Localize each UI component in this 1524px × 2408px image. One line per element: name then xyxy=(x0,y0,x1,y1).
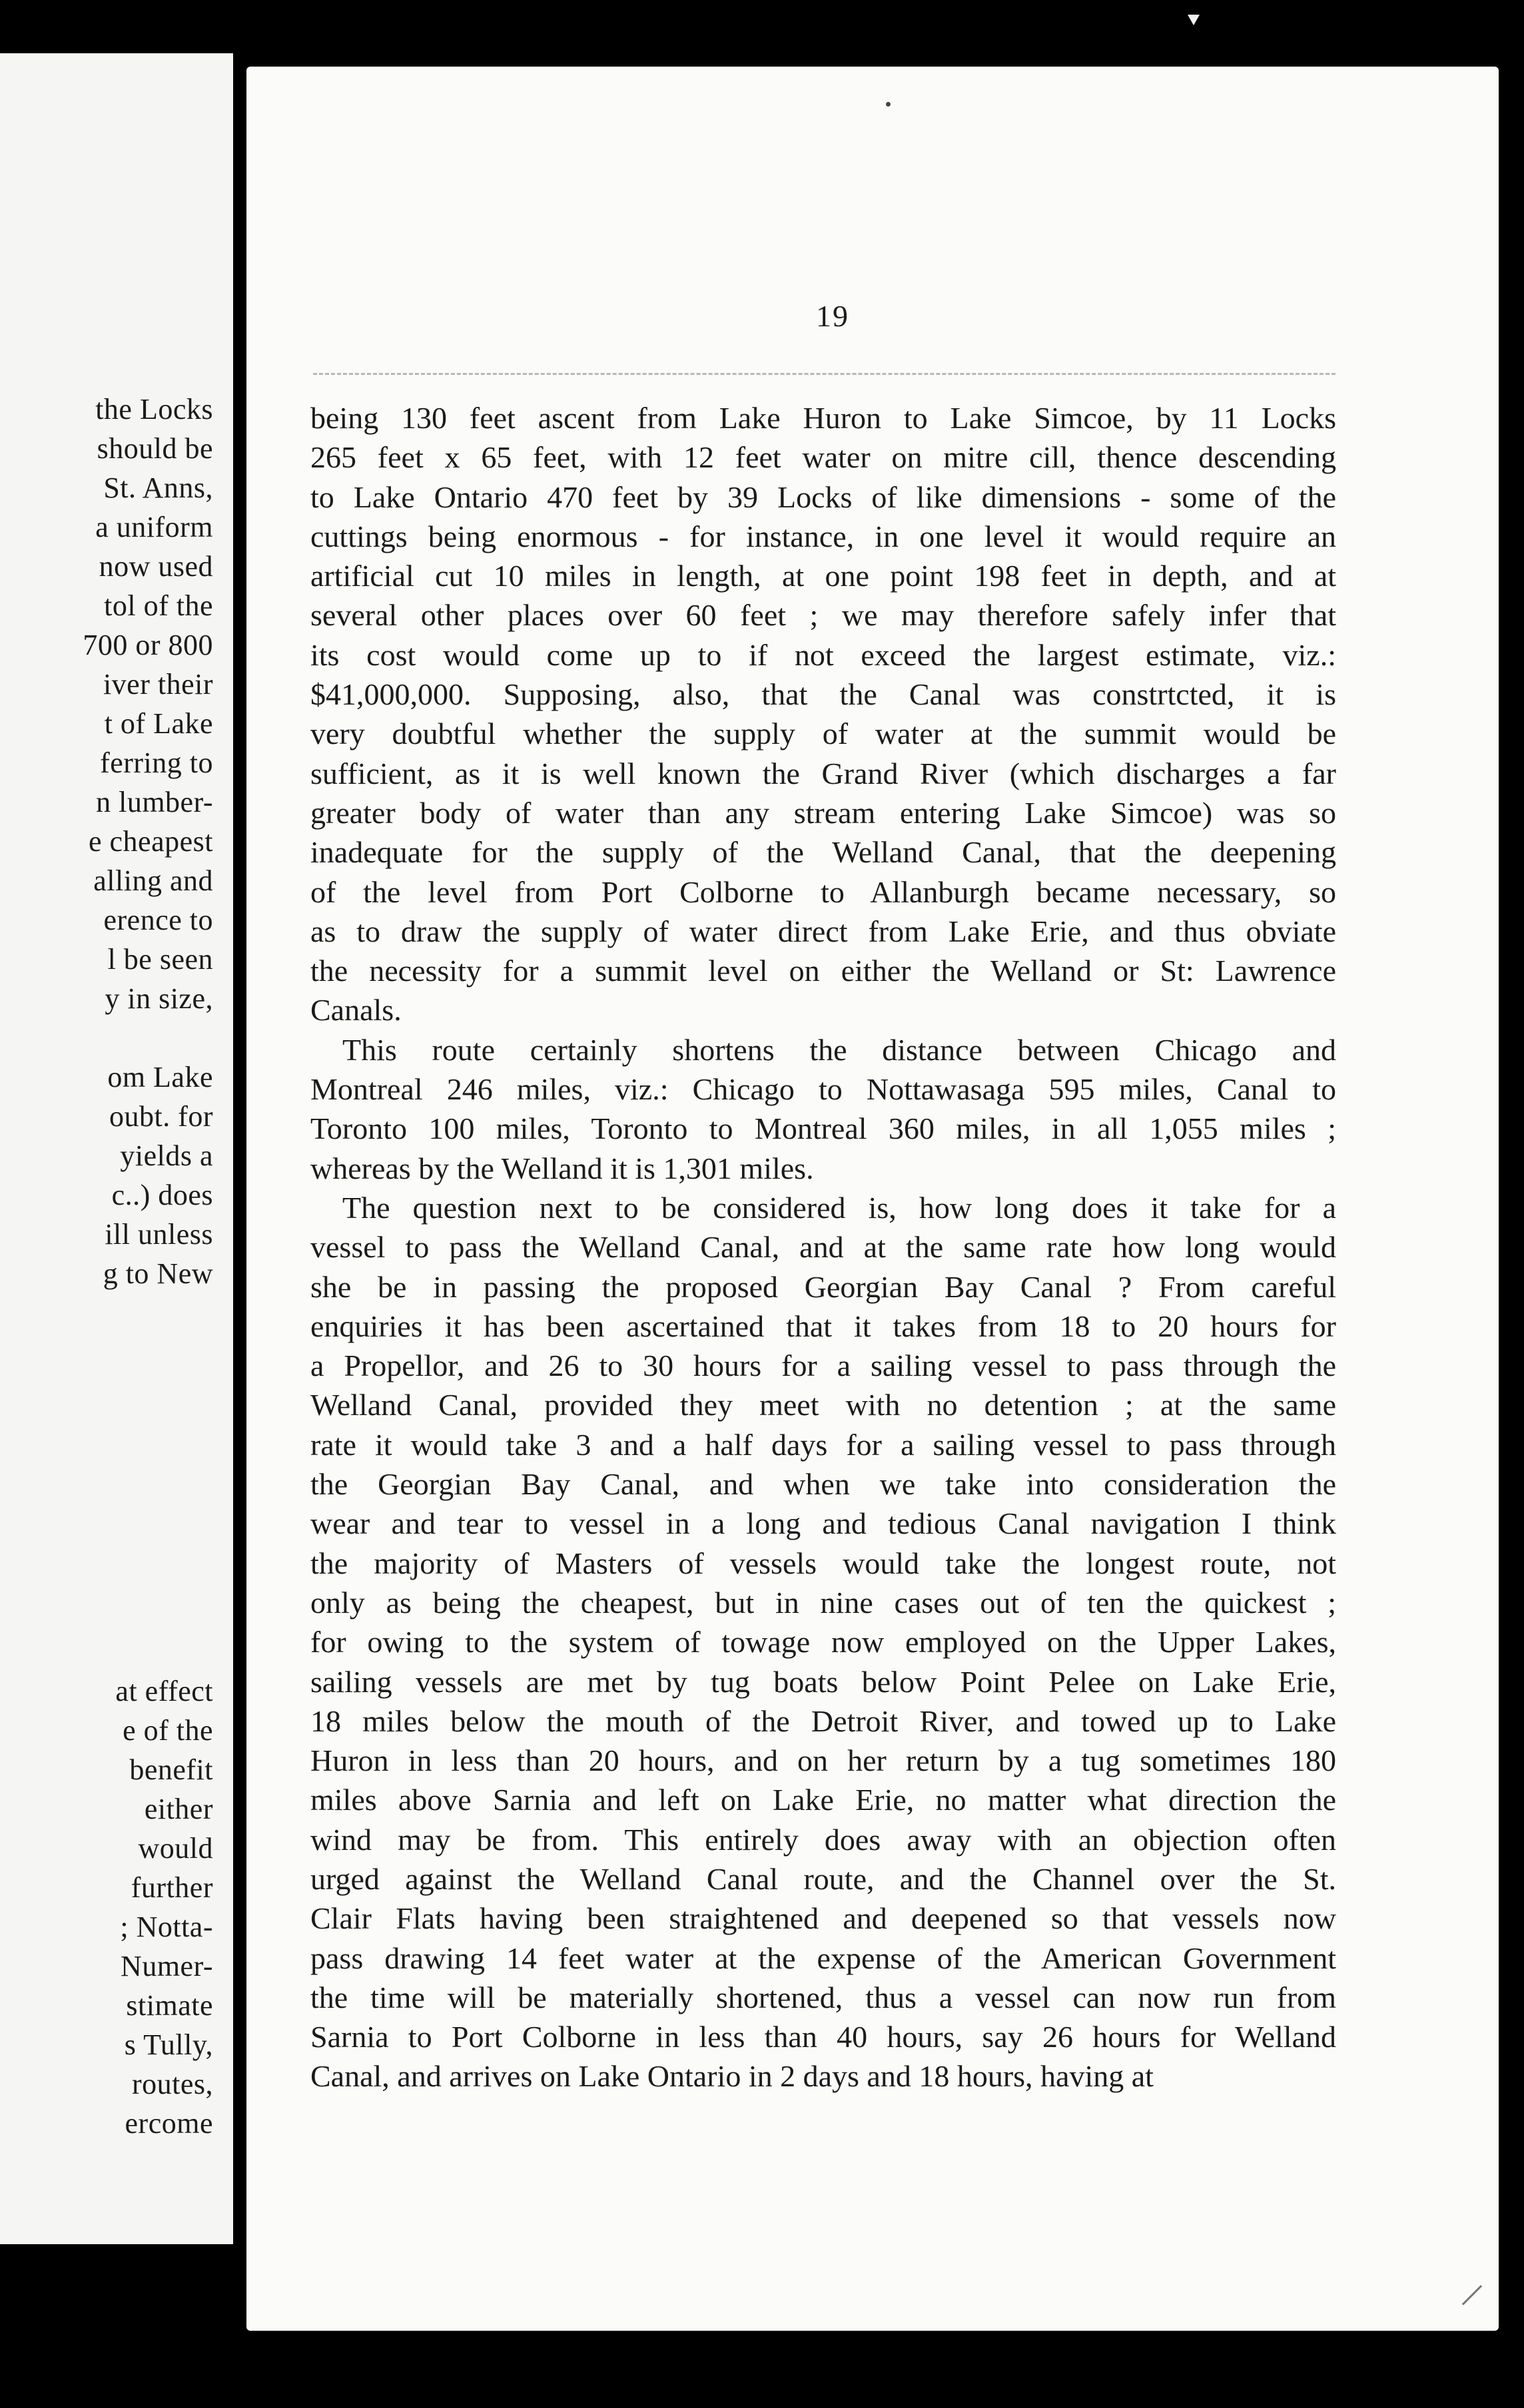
text-line: 18 miles below the mouth of the Detroit River, and towed up to Lake xyxy=(310,1703,1336,1738)
left-page-line: e of the xyxy=(123,1714,213,1747)
text-line: wear and tear to vessel in a long and tedious Canal navigation I think xyxy=(310,1506,1336,1541)
left-page-text-bottom xyxy=(0,1671,213,2143)
left-page-line: would xyxy=(138,1832,213,1865)
text-line: greater body of water than any stream entering Lake Simcoe) was so xyxy=(310,795,1336,830)
left-page-line: alling and xyxy=(93,864,213,897)
left-page-line: t of Lake xyxy=(104,707,213,740)
left-page-line: ill unless xyxy=(105,1218,213,1251)
text-line: as to draw the supply of water direct from Lake Erie, and thus obviate xyxy=(310,914,1336,948)
text-line: Sarnia to Port Colborne in less than 40 hours, say 26 hours for Welland xyxy=(310,2020,1336,2054)
text-line: cuttings being enormous - for instance, in one level it would require an xyxy=(310,519,1336,553)
text-line: inadequate for the supply of the Welland Canal, that the deepening xyxy=(310,835,1336,870)
text-line: miles above Sarnia and left on Lake Erie, no matter what direction the xyxy=(310,1783,1336,1817)
left-page-line: tol of the xyxy=(104,589,213,622)
text-line: 265 feet x 65 feet, with 12 feet water on mitre cill, thence descending xyxy=(310,440,1336,475)
text-line: pass drawing 14 feet water at the expense of the American Government xyxy=(310,1941,1336,1975)
left-page-line: Numer- xyxy=(121,1950,213,1982)
text-line: Huron in less than 20 hours, and on her return by a tug sometimes 180 xyxy=(310,1743,1336,1778)
paragraph xyxy=(310,1030,1336,1188)
left-page-line: l be seen xyxy=(107,943,213,976)
text-line: Canal, and arrives on Lake Ontario in 2 days and 18 hours, having at xyxy=(310,2059,1154,2094)
text-line: the Georgian Bay Canal, and when we take into consideration the xyxy=(310,1467,1336,1502)
text-line: artificial cut 10 miles in length, at one point 198 feet in depth, and at xyxy=(310,559,1336,593)
text-line: its cost would come up to if not exceed the largest estimate, viz.: xyxy=(310,637,1336,672)
text-line: she be in passing the proposed Georgian Bay Canal ? From careful xyxy=(310,1269,1336,1304)
left-page-fragment xyxy=(0,53,233,2244)
text-line: The question next to be considered is, how long does it take for a xyxy=(342,1190,1336,1225)
left-page-line: erence to xyxy=(103,904,213,936)
left-page-line: om Lake xyxy=(107,1061,213,1093)
page-number: 19 xyxy=(816,299,849,333)
left-page-line: the Locks xyxy=(95,393,213,426)
text-line: rate it would take 3 and a half days for a sailing vessel to pass through xyxy=(310,1427,1336,1462)
left-page-line: at effect xyxy=(115,1675,213,1707)
speck xyxy=(886,102,891,107)
body-text xyxy=(310,398,1336,2096)
left-page-line: c..) does xyxy=(111,1179,213,1211)
scan-corner-mark xyxy=(1188,15,1200,25)
header-rule xyxy=(313,373,1335,375)
left-page-line: further xyxy=(131,1871,213,1904)
text-line: enquiries it has been ascertained that it takes from 18 to 20 hours for xyxy=(310,1309,1336,1343)
paragraph xyxy=(310,1188,1336,2096)
left-page-line: 700 or 800 xyxy=(83,629,213,661)
left-page-line: routes, xyxy=(131,2068,213,2100)
left-page-line: St. Anns, xyxy=(103,471,213,504)
left-page-line: a uniform xyxy=(95,511,213,543)
left-page-line: ; Notta- xyxy=(120,1911,213,1943)
text-line: for owing to the system of towage now employed on the Upper Lakes, xyxy=(310,1625,1336,1659)
text-line: Welland Canal, provided they meet with no detention ; at the same xyxy=(310,1388,1336,1422)
left-page-line: yields a xyxy=(120,1139,213,1172)
left-page-line: e cheapest xyxy=(89,825,213,858)
left-page-line: ferring to xyxy=(100,747,213,779)
text-line: Canals. xyxy=(310,993,402,1028)
left-page-line: stimate xyxy=(126,1989,213,2022)
paragraph xyxy=(310,398,1336,1030)
text-line: Clair Flats having been straightened and deepened so that vessels now xyxy=(310,1901,1336,1936)
left-page-line: oubt. for xyxy=(109,1100,213,1133)
left-page-line: g to New xyxy=(103,1257,213,1290)
left-page-line: ercome xyxy=(125,2107,213,2140)
text-line: Montreal 246 miles, viz.: Chicago to Nottawasaga 595 miles, Canal to xyxy=(310,1072,1336,1107)
text-line: wind may be from. This entirely does away with an objection often xyxy=(310,1822,1336,1857)
text-line: This route certainly shortens the distance between Chicago and xyxy=(342,1032,1336,1067)
text-line: several other places over 60 feet ; we may therefore safely infer that xyxy=(310,598,1336,633)
text-line: urged against the Welland Canal route, and the Channel over the St. xyxy=(310,1861,1336,1896)
left-page-line: now used xyxy=(99,550,213,583)
text-line: a Propellor, and 26 to 30 hours for a sailing vessel to pass through the xyxy=(310,1349,1336,1383)
left-page-text-top xyxy=(0,390,213,1293)
text-line: $41,000,000. Supposing, also, that the Canal was constrtcted, it is xyxy=(310,677,1336,712)
text-line: to Lake Ontario 470 feet by 39 Locks of like dimensions - some of the xyxy=(310,479,1336,514)
text-line: being 130 feet ascent from Lake Huron to Lake Simcoe, by 11 Locks xyxy=(310,401,1336,435)
text-line: sufficient, as it is well known the Grand River (which discharges a far xyxy=(310,756,1336,790)
text-line: of the level from Port Colborne to Allanburgh became necessary, so xyxy=(310,874,1336,909)
text-line: the time will be materially shortened, thus a vessel can now run from xyxy=(310,1980,1336,2014)
text-line: only as being the cheapest, but in nine cases out of ten the quickest ; xyxy=(310,1585,1336,1620)
left-page-line: s Tully, xyxy=(124,2028,213,2061)
text-line: the majority of Masters of vessels would take the longest route, not xyxy=(310,1546,1336,1580)
left-page-line: y in size, xyxy=(105,982,213,1015)
left-page-line: should be xyxy=(97,432,213,465)
left-page-line: iver their xyxy=(103,668,213,701)
left-page-line: either xyxy=(144,1793,213,1825)
text-line: Toronto 100 miles, Toronto to Montreal 360 miles, in all 1,055 miles ; xyxy=(310,1111,1336,1146)
left-page-line xyxy=(0,1018,213,1057)
text-line: the necessity for a summit level on either the Welland or St: Lawrence xyxy=(310,954,1336,988)
text-line: very doubtful whether the supply of water at the summit would be xyxy=(310,717,1336,751)
text-line: vessel to pass the Welland Canal, and at the same rate how long would xyxy=(310,1230,1336,1265)
text-line: whereas by the Welland it is 1,301 miles. xyxy=(310,1151,814,1185)
left-page-line: n lumber- xyxy=(96,786,213,818)
text-line: sailing vessels are met by tug boats below Point Pelee on Lake Erie, xyxy=(310,1664,1336,1699)
left-page-line: benefit xyxy=(129,1753,213,1786)
